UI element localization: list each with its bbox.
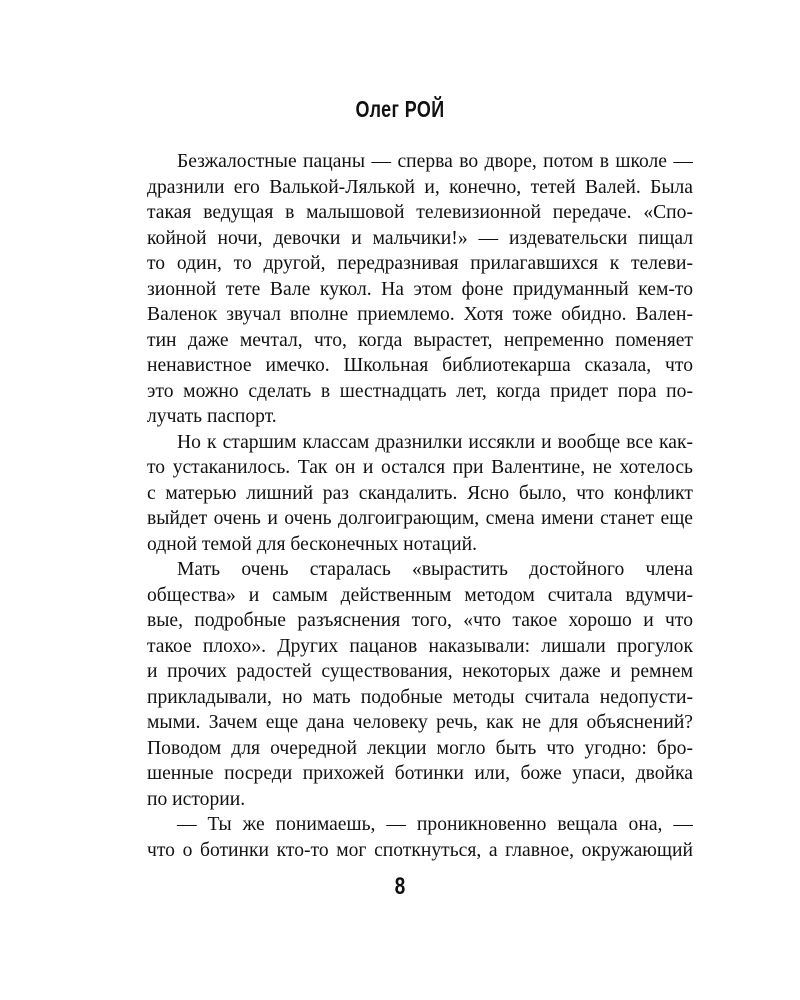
text-line: ненавистное имечко. Школьная библиотекарша сказала, что bbox=[147, 355, 693, 376]
text-line: выйдет очень и очень долгоиграющим, смена имени станет еще bbox=[147, 508, 693, 529]
text-line: дразнили его Валькой-Лялькой и, конечно, тетей Валей. Была bbox=[147, 176, 693, 198]
text-line: такое плохо». Других пацанов наказывали: лишали прогулок bbox=[147, 635, 693, 657]
text-line: Безжалостные пацаны — сперва во дворе, потом в школе — bbox=[177, 151, 693, 172]
text-line: мыми. Зачем еще дана человеку речь, как не для объяснений? bbox=[147, 712, 693, 733]
text-line: такая ведущая в малышовой телевизионной передаче. «Спо- bbox=[147, 202, 693, 223]
text-line: — Ты же понимаешь, — проникновенно вещала она, — bbox=[177, 814, 693, 835]
text-line: то устаканилось. Так он и остался при Валентине, не хотелось bbox=[147, 457, 693, 478]
text-line: что о ботинки кто-то мог споткнуться, а главное, окружающий bbox=[147, 839, 693, 861]
text-line: тин даже мечтал, что, когда вырастет, непременно поменяет bbox=[147, 329, 693, 351]
text-line: общества» и самым действенным методом считала вдумчи- bbox=[147, 584, 693, 606]
text-line: прикладывали, но мать подобные методы считала недопусти- bbox=[147, 686, 693, 708]
text-line: с матерью лишний раз скандалить. Ясно было, что конфликт bbox=[147, 482, 693, 504]
text-line: зионной тете Вале кукол. На этом фоне придуманный кем-то bbox=[147, 278, 693, 300]
text-line: одной темой для бесконечных нотаций. bbox=[147, 533, 478, 555]
text-line: Мать очень старалась «вырастить достойного члена bbox=[177, 559, 693, 580]
text-line: Поводом для очередной лекции могло быть что угодно: бро- bbox=[147, 737, 693, 759]
text-line: то один, то другой, передразнивая прилагавшихся к телеви- bbox=[147, 253, 693, 274]
text-line: Но к старшим классам дразнилки иссякли и вообще все как- bbox=[177, 431, 693, 453]
text-line: шенные посреди прихожей ботинки или, боже упаси, двойка bbox=[147, 763, 693, 784]
text-line: койной ночи, девочки и мальчики!» — издевательски пищал bbox=[147, 227, 693, 249]
running-header: Олег РОЙ bbox=[355, 96, 445, 122]
page-number: 8 bbox=[394, 873, 406, 900]
page-body bbox=[147, 149, 693, 863]
text-line: по истории. bbox=[147, 788, 246, 810]
text-line: это можно сделать в шестнадцать лет, когда придет пора по- bbox=[147, 380, 693, 402]
text-line: вые, подробные разъяснения того, «что такое хорошо и что bbox=[147, 610, 693, 631]
text-line: лучать паспорт. bbox=[147, 406, 277, 427]
text-line: Валенок звучал вполне приемлемо. Хотя тоже обидно. Вален- bbox=[147, 304, 693, 325]
text-line: и прочих радостей существования, некоторых даже и ремнем bbox=[147, 661, 693, 682]
